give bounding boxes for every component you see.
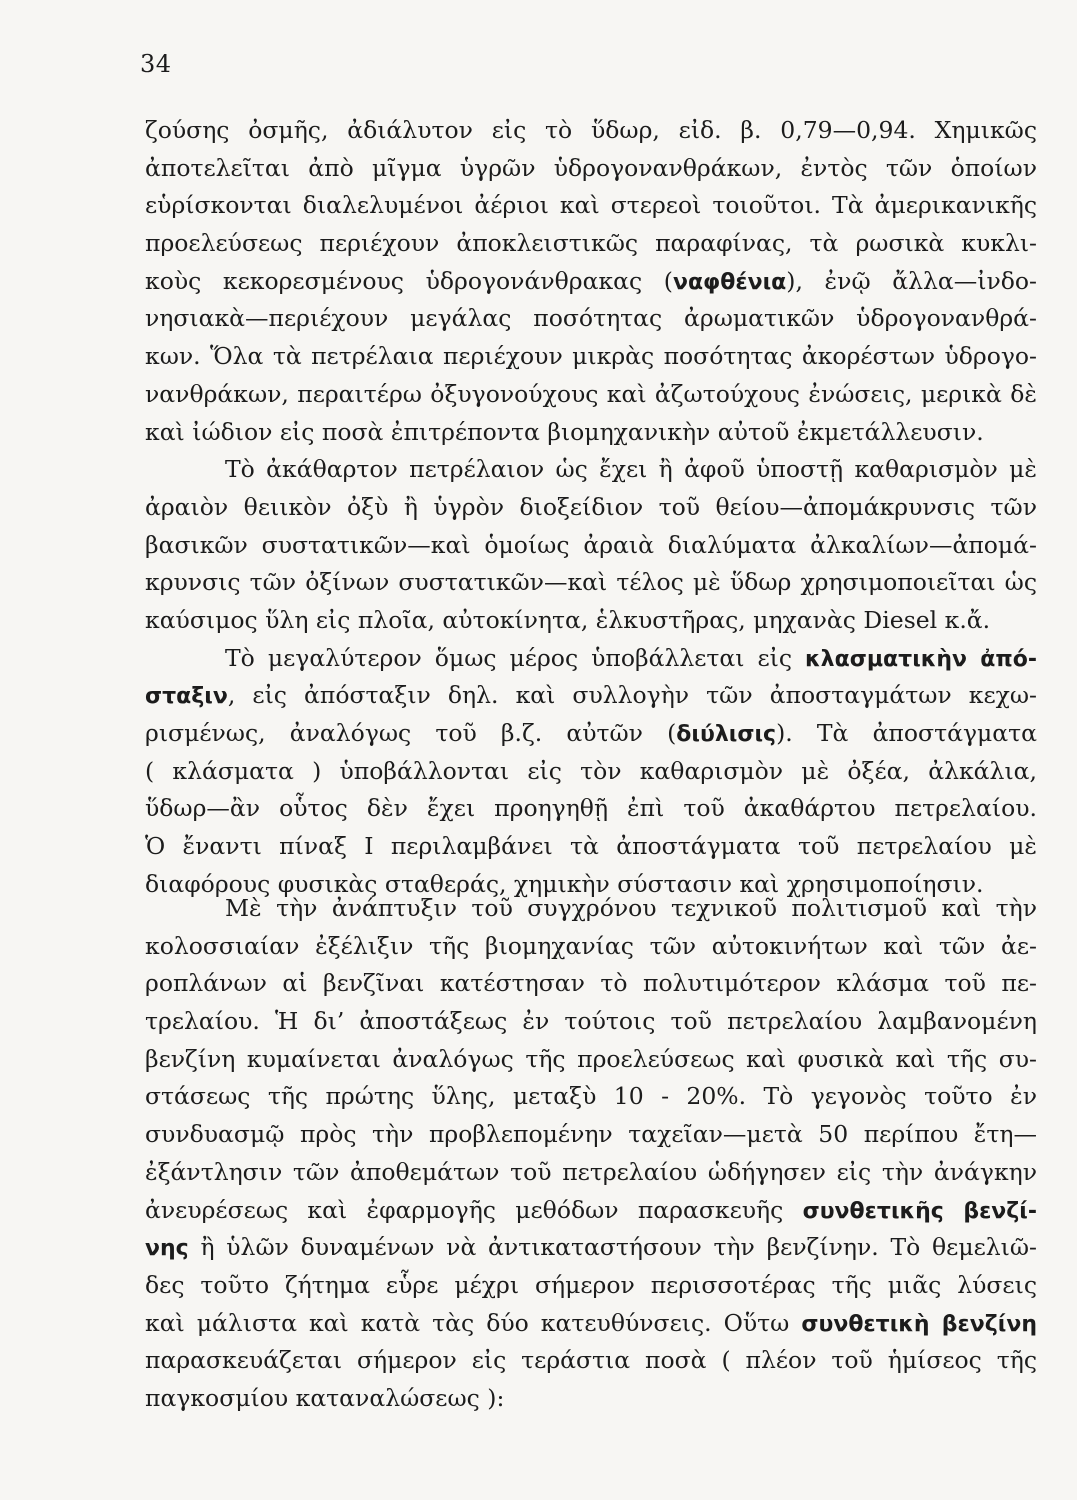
page-number: 34: [140, 50, 172, 78]
text-line: κρυνσις τῶν ὀξίνων συστατικῶν—καὶ τέλος μὲ ὕδωρ χρησιμοποιεῖται ὡς: [145, 568, 1037, 597]
bold-term: σταξιν: [145, 684, 228, 710]
text-line: νησιακὰ—περιέχουν μεγάλας ποσότητας ἀρωματικῶν ὑδρογονανθρά-: [145, 304, 1037, 333]
text-line: σταξιν, εἰς ἀπόσταξιν δηλ. καὶ συλλογὴν τῶν ἀποσταγμάτων κεχω-: [145, 681, 1037, 710]
text-line: ὕδωρ—ἂν οὗτος δὲν ἔχει προηγηθῇ ἐπὶ τοῦ ἀκαθάρτου πετρελαίου.: [145, 794, 1037, 823]
text-line: κων. Ὅλα τὰ πετρέλαια περιέχουν μικρὰς ποσότητας ἀκορέστων ὑδρογο-: [145, 342, 1037, 371]
text-line: καὶ μάλιστα καὶ κατὰ τὰς δύο κατευθύνσεις. Οὕτω συνθετικὴ βενζίνη: [145, 1308, 1037, 1337]
text-line: βασικῶν συστατικῶν—καὶ ὁμοίως ἀραιὰ διαλύματα ἀλκαλίων—ἀπομά-: [145, 530, 1037, 559]
text-line: ροπλάνων αἱ βενζῖναι κατέστησαν τὸ πολυτιμότερον κλάσμα τοῦ πε-: [145, 969, 1037, 998]
text-line: κολοσσιαίαν ἐξέλιξιν τῆς βιομηχανίας τῶν αὐτοκινήτων καὶ τῶν ἀε-: [145, 931, 1037, 960]
text-line: κοὺς κεκορεσμένους ὑδρογονάνθρακας (ναφθένια), ἐνῷ ἄλλα—ἰνδο-: [145, 266, 1037, 295]
bold-term: διύλισις: [676, 722, 777, 747]
text-line: εὑρίσκονται διαλελυμένοι ἀέριοι καὶ στερεοὶ τοιοῦτοι. Τὰ ἀμερικανικῆς: [145, 191, 1037, 220]
text-line: Τὸ ἀκάθαρτον πετρέλαιον ὡς ἔχει ἢ ἀφοῦ ὑποστῇ καθαρισμὸν μὲ: [225, 455, 1037, 484]
paragraphs-petroleum: [145, 112, 1037, 903]
text-line: ἐξάντλησιν τῶν ἀποθεμάτων τοῦ πετρελαίου ὡδήγησεν εἰς τὴν ἀνάγκην: [145, 1157, 1037, 1186]
text-line: Μὲ τὴν ἀνάπτυξιν τοῦ συγχρόνου τεχνικοῦ πολιτισμοῦ καὶ τὴν: [225, 894, 1037, 922]
text-line: νης ἢ ὑλῶν δυναμένων νὰ ἀντικαταστήσουν τὴν βενζίνην. Τὸ θεμελιῶ-: [145, 1233, 1037, 1262]
text-line: προελεύσεως περιέχουν ἀποκλειστικῶς παραφίνας, τὰ ρωσικὰ κυκλι-: [145, 229, 1037, 258]
bold-term: ναφθένια: [672, 269, 787, 295]
text-line: καύσιμος ὕλη εἰς πλοῖα, αὐτοκίνητα, ἑλκυστῆρας, μηχανὰς Diesel κ.ἄ.: [145, 605, 991, 634]
bold-term: νης: [145, 1236, 189, 1262]
text-line: τρελαίου. Ἡ δι’ ἀποστάξεως ἐν τούτοις τοῦ πετρελαίου λαμβανομένη: [145, 1007, 1037, 1036]
text-line: Τὸ μεγαλύτερον ὅμως μέρος ὑποβάλλεται εἰς κλασματικὴν ἀπό-: [225, 643, 1037, 672]
text-line: ( κλάσματα ) ὑποβάλλονται εἰς τὸν καθαρισμὸν μὲ ὀξέα, ἀλκάλια,: [145, 756, 1037, 785]
text-line: στάσεως τῆς πρώτης ὕλης, μεταξὺ 10 - 20%. Τὸ γεγονὸς τοῦτο ἐν: [145, 1082, 1037, 1111]
text-line: συνδυασμῷ πρὸς τὴν προβλεπομένην ταχεῖαν—μετὰ 50 περίπου ἔτη—: [145, 1120, 1037, 1149]
text-line: διαφόρους φυσικὰς σταθεράς, χημικὴν σύστασιν καὶ χρησιμοποίησιν.: [145, 869, 984, 898]
text-line: ρισμένως, ἀναλόγως τοῦ β.ζ. αὐτῶν (διύλισις). Τὰ ἀποστάγματα: [145, 719, 1037, 747]
text-line: ζούσης ὀσμῆς, ἀδιάλυτον εἰς τὸ ὕδωρ, εἰδ. β. 0,79—0,94. Χημικῶς: [145, 116, 1037, 144]
text-line: παρασκευάζεται σήμερον εἰς τεράστια ποσὰ ( πλέον τοῦ ἡμίσεος τῆς: [145, 1346, 1037, 1375]
bold-term: συνθετικὴ βενζίνη: [801, 1311, 1037, 1337]
text-line: ἀνευρέσεως καὶ ἐφαρμογῆς μεθόδων παρασκευῆς συνθετικῆς βενζί-: [145, 1195, 1037, 1224]
text-line: ἀραιὸν θειικὸν ὀξὺ ἢ ὑγρὸν διοξείδιον τοῦ θείου—ἀπομάκρυνσις τῶν: [145, 492, 1037, 521]
text-line: παγκοσμίου καταναλώσεως ):: [145, 1383, 505, 1412]
text-line: ἀποτελεῖται ἀπὸ μῖγμα ὑγρῶν ὑδρογονανθράκων, ἐντὸς τῶν ὁποίων: [145, 153, 1037, 182]
text-line: καὶ ἰώδιον εἰς ποσὰ ἐπιτρέποντα βιομηχανικὴν αὐτοῦ ἐκμετάλλευσιν.: [145, 417, 984, 446]
paragraph-gasoline: [145, 890, 1037, 1418]
text-line: νανθράκων, περαιτέρω ὀξυγονούχους καὶ ἀζωτούχους ἐνώσεις, μερικὰ δὲ: [145, 379, 1037, 408]
bold-term: συνθετικῆς βενζί-: [802, 1198, 1037, 1224]
text-line: Ὁ ἔναντι πίναξ I περιλαμβάνει τὰ ἀποστάγματα τοῦ πετρελαίου μὲ: [145, 832, 1037, 861]
bold-term: κλασματικὴν ἀπό-: [805, 646, 1037, 672]
text-line: δες τοῦτο ζήτημα εὗρε μέχρι σήμερον περισσοτέρας τῆς μιᾶς λύσεις: [145, 1270, 1037, 1299]
text-line: βενζίνη κυμαίνεται ἀναλόγως τῆς προελεύσεως καὶ φυσικὰ καὶ τῆς συ-: [145, 1044, 1037, 1073]
